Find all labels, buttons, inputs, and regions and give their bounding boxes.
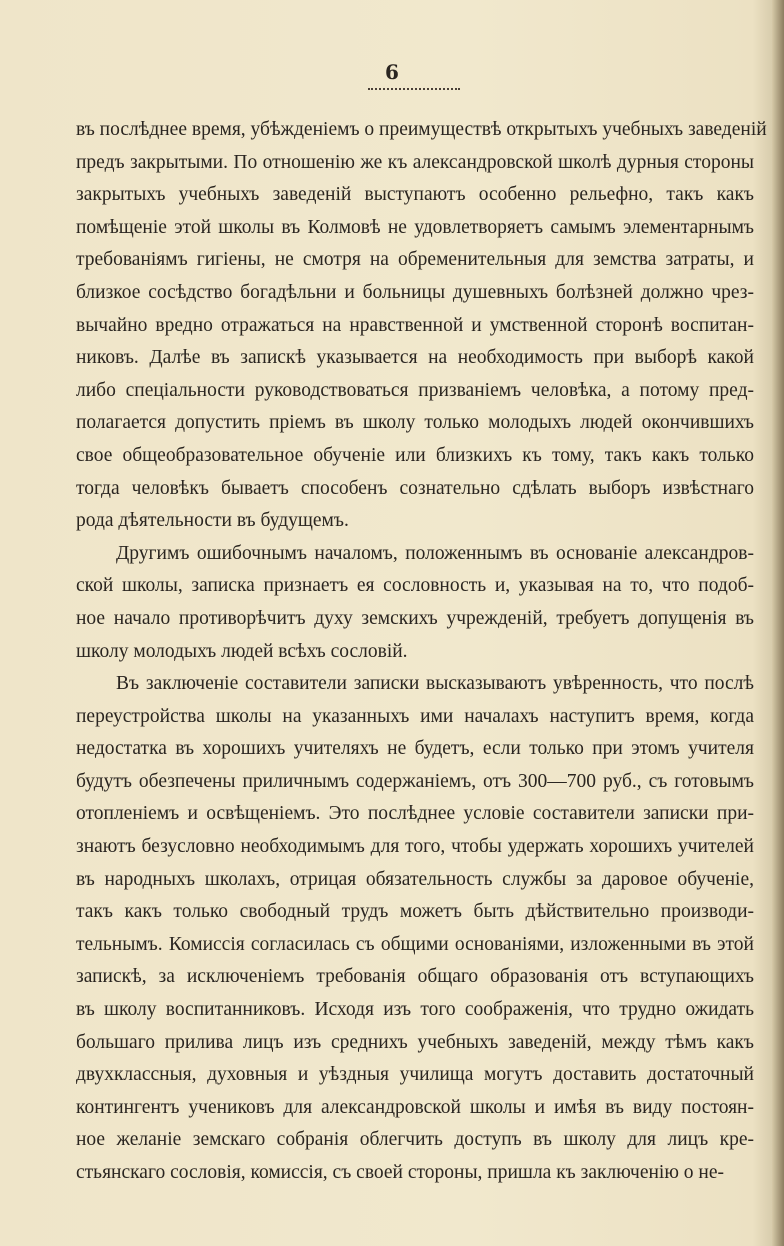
text-line: либо спеціальности руководствоваться призваніемъ человѣка, а потому пред-	[76, 379, 754, 401]
text-line: въ школу воспитанниковъ. Исходя изъ того соображенія, что трудно ожидать	[76, 999, 754, 1021]
text-line: контингентъ учениковъ для александровской школы и имѣя въ виду постоян-	[76, 1096, 754, 1118]
text-line: школу молодыхъ людей всѣхъ сословій.	[76, 640, 408, 662]
text-line: въ народныхъ школахъ, отрицая обязательность службы за даровое обученіе,	[76, 868, 754, 890]
text-line: большаго прилива лицъ изъ среднихъ учебныхъ заведеній, между тѣмъ какъ	[76, 1031, 754, 1053]
text-line: тельнымъ. Комиссія согласилась съ общими основаніями, изложенными въ этой	[76, 933, 754, 955]
text-line: близкое сосѣдство богадѣльни и больницы душевныхъ болѣзней должно чрез-	[76, 281, 754, 303]
paragraph	[76, 538, 754, 668]
text-line: никовъ. Далѣе въ запискѣ указывается на необходимость при выборѣ какой	[76, 347, 754, 369]
text-line: тогда человѣкъ бываетъ способенъ сознательно сдѣлать выборъ извѣстнаго	[76, 477, 754, 499]
text-line: Въ заключеніе составители записки высказываютъ увѣренность, что послѣ	[116, 673, 754, 695]
text-line: вычайно вредно отражаться на нравственной и умственной сторонѣ воспитан-	[76, 314, 754, 336]
text-line: отопленіемъ и освѣщеніемъ. Это послѣднее условіе составители записки при-	[76, 803, 754, 825]
paragraph	[76, 114, 767, 538]
header-dotted-rule	[368, 88, 460, 90]
text-line: недостатка въ хорошихъ учителяхъ не будетъ, если только при этомъ учителя	[76, 738, 754, 760]
text-line: предъ закрытыми. По отношенію же къ александровской школѣ дурныя стороны	[76, 151, 754, 173]
text-line: помѣщеніе этой школы въ Колмовѣ не удовлетворяетъ самымъ элементарнымъ	[76, 216, 754, 238]
text-line: Другимъ ошибочнымъ началомъ, положеннымъ въ основаніе александров-	[116, 542, 754, 564]
text-line: будутъ обезпечены приличнымъ содержаніемъ, отъ 300—700 руб., съ готовымъ	[76, 770, 754, 792]
paragraph	[76, 668, 754, 1190]
text-line: свое общеобразовательное обученіе или близкихъ къ тому, такъ какъ только	[76, 444, 754, 466]
text-line: ное начало противорѣчитъ духу земскихъ учрежденій, требуетъ допущенія въ	[76, 607, 754, 629]
text-line: ное желаніе земскаго собранія облегчить доступъ въ школу для лицъ кре-	[76, 1129, 754, 1151]
text-line: рода дѣятельности въ будущемъ.	[76, 510, 349, 532]
text-line: стьянскаго сословія, комиссія, съ своей стороны, пришла къ заключенію о не-	[76, 1162, 724, 1183]
text-line: переустройства школы на указанныхъ ими началахъ наступитъ время, когда	[76, 705, 754, 727]
text-line: полагается допустить пріемъ въ школу только молодыхъ людей окончившихъ	[76, 412, 754, 434]
book-spine-shadow	[772, 0, 784, 1246]
text-line: закрытыхъ учебныхъ заведеній выступаютъ особенно рельефно, такъ какъ	[76, 184, 754, 206]
text-line: запискѣ, за исключеніемъ требованія общаго образованія отъ вступающихъ	[76, 966, 754, 988]
text-line: въ послѣднее время, убѣжденіемъ о преимуществѣ открытыхъ учебныхъ заведеній	[76, 119, 767, 140]
text-line: такъ какъ только свободный трудъ можетъ быть дѣйствительно производи-	[76, 901, 754, 923]
text-line: двухклассныя, духовныя и уѣздныя училища могутъ доставить достаточный	[76, 1064, 754, 1086]
body-text	[76, 114, 767, 1190]
text-line: ской школы, записка признаетъ ея сословность и, указывая на то, что подоб-	[76, 575, 754, 597]
page-number: 6	[385, 60, 399, 84]
text-line: требованіямъ гигіены, не смотря на обременительныя для земства затраты, и	[76, 249, 754, 271]
text-line: знаютъ безусловно необходимымъ для того, чтобы удержать хорошихъ учителей	[76, 836, 754, 858]
